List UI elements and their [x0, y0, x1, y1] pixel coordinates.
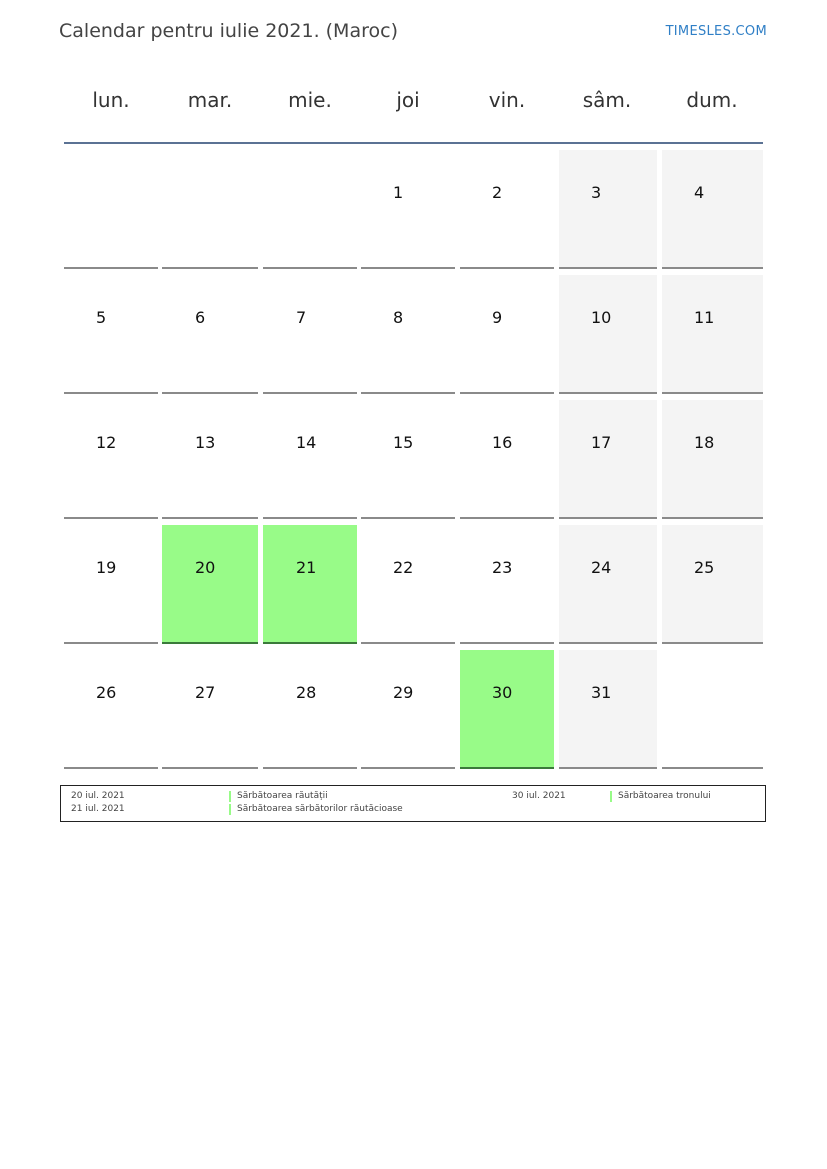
- day-cell[interactable]: [162, 275, 258, 394]
- legend-date: 30 iul. 2021: [512, 791, 566, 801]
- day-number: 8: [393, 308, 404, 327]
- day-number: 18: [694, 433, 715, 452]
- weekday-fri: vin.: [488, 88, 526, 112]
- day-cell[interactable]: [64, 525, 158, 644]
- day-cell[interactable]: [559, 525, 657, 644]
- brand-link[interactable]: TIMESLES.COM: [665, 24, 767, 39]
- day-cell[interactable]: [162, 400, 258, 519]
- header-divider: [64, 142, 763, 144]
- day-cell[interactable]: [162, 650, 258, 769]
- day-number: 25: [694, 558, 715, 577]
- weekday-sat: sâm.: [582, 88, 632, 112]
- day-cell[interactable]: [662, 400, 763, 519]
- day-number: 19: [96, 558, 117, 577]
- empty-day-cell: [662, 650, 763, 769]
- day-cell[interactable]: [361, 150, 455, 269]
- day-number: 6: [195, 308, 206, 327]
- day-cell[interactable]: [662, 150, 763, 269]
- holiday-color-marker: [229, 804, 231, 815]
- holiday-legend: [60, 785, 766, 822]
- empty-day-cell: [162, 150, 258, 269]
- weekday-sun: dum.: [686, 88, 738, 112]
- legend-holiday-name: Sărbătoarea răutății: [237, 791, 328, 801]
- day-number: 30: [492, 683, 513, 702]
- day-cell[interactable]: [662, 525, 763, 644]
- weekday-thu: joi: [396, 88, 420, 112]
- day-number: 22: [393, 558, 414, 577]
- empty-day-cell: [64, 150, 158, 269]
- day-cell[interactable]: [460, 650, 554, 769]
- day-cell[interactable]: [263, 650, 357, 769]
- day-number: 3: [591, 183, 602, 202]
- legend-holiday-name: Sărbătoarea sărbătorilor răutăcioase: [237, 804, 403, 814]
- weekday-mon: lun.: [92, 88, 130, 112]
- day-cell[interactable]: [64, 400, 158, 519]
- day-cell[interactable]: [460, 525, 554, 644]
- day-number: 1: [393, 183, 404, 202]
- day-cell[interactable]: [64, 650, 158, 769]
- day-cell[interactable]: [559, 150, 657, 269]
- day-cell[interactable]: [361, 650, 455, 769]
- day-number: 24: [591, 558, 612, 577]
- day-number: 31: [591, 683, 612, 702]
- day-cell[interactable]: [460, 275, 554, 394]
- legend-date: 21 iul. 2021: [71, 804, 125, 814]
- day-number: 27: [195, 683, 216, 702]
- day-number: 17: [591, 433, 612, 452]
- legend-holiday-name: Sărbătoarea tronului: [618, 791, 711, 801]
- day-number: 28: [296, 683, 317, 702]
- day-number: 10: [591, 308, 612, 327]
- day-number: 7: [296, 308, 307, 327]
- day-number: 14: [296, 433, 317, 452]
- holiday-color-marker: [229, 791, 231, 802]
- day-number: 15: [393, 433, 414, 452]
- weekday-wed: mie.: [288, 88, 332, 112]
- day-number: 21: [296, 558, 317, 577]
- day-number: 9: [492, 308, 503, 327]
- day-cell[interactable]: [263, 525, 357, 644]
- day-cell[interactable]: [361, 400, 455, 519]
- empty-day-cell: [263, 150, 357, 269]
- day-cell[interactable]: [64, 275, 158, 394]
- day-cell[interactable]: [263, 400, 357, 519]
- day-cell[interactable]: [559, 650, 657, 769]
- day-cell[interactable]: [662, 275, 763, 394]
- page-title: Calendar pentru iulie 2021. (Maroc): [59, 20, 398, 42]
- day-cell[interactable]: [559, 400, 657, 519]
- day-number: 2: [492, 183, 503, 202]
- day-number: 5: [96, 308, 107, 327]
- day-cell[interactable]: [460, 400, 554, 519]
- holiday-color-marker: [610, 791, 612, 802]
- day-cell[interactable]: [361, 275, 455, 394]
- day-number: 20: [195, 558, 216, 577]
- weekday-header-row: [64, 88, 763, 120]
- day-number: 23: [492, 558, 513, 577]
- day-number: 13: [195, 433, 216, 452]
- day-number: 12: [96, 433, 117, 452]
- day-cell[interactable]: [460, 150, 554, 269]
- day-number: 29: [393, 683, 414, 702]
- day-number: 11: [694, 308, 715, 327]
- day-number: 26: [96, 683, 117, 702]
- day-number: 16: [492, 433, 513, 452]
- day-cell[interactable]: [559, 275, 657, 394]
- day-number: 4: [694, 183, 705, 202]
- weekday-tue: mar.: [187, 88, 233, 112]
- legend-date: 20 iul. 2021: [71, 791, 125, 801]
- day-cell[interactable]: [361, 525, 455, 644]
- day-cell[interactable]: [162, 525, 258, 644]
- day-cell[interactable]: [263, 275, 357, 394]
